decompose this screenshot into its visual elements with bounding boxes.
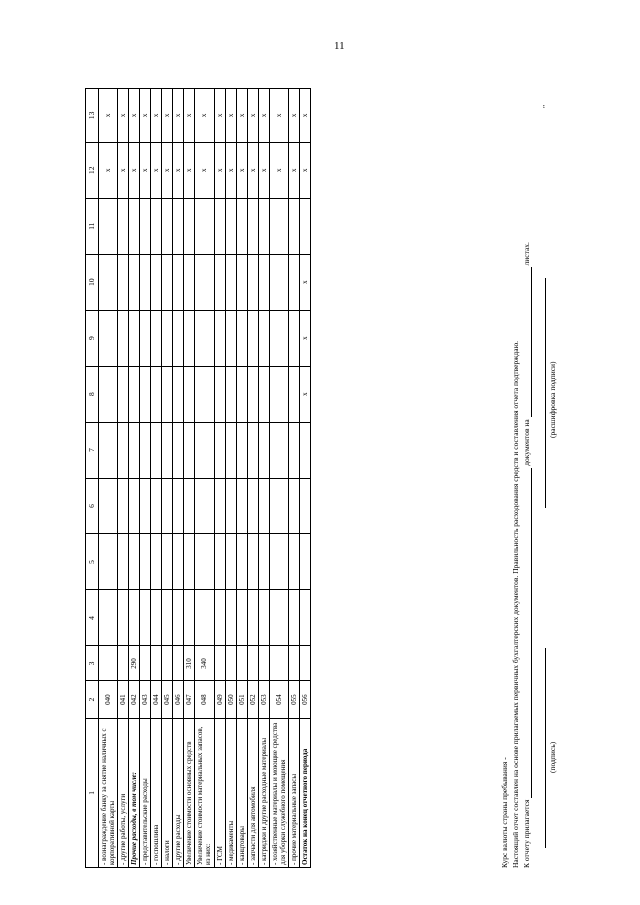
row-col4-cell[interactable] (288, 590, 299, 646)
row-col4-cell[interactable] (162, 590, 173, 646)
closing-quote: " (541, 104, 550, 108)
row-col13-cell: x (299, 89, 310, 143)
row-col10-cell[interactable] (258, 254, 269, 310)
table-row (99, 89, 118, 868)
column-header-11: 11 (86, 198, 99, 254)
row-col7-cell[interactable] (288, 422, 299, 478)
row-col3-cell[interactable] (173, 646, 184, 681)
row-col12-cell: x (299, 142, 310, 198)
row-col10-cell[interactable] (173, 254, 184, 310)
row-col6-cell[interactable] (184, 478, 195, 534)
row-col5-cell[interactable] (236, 534, 247, 590)
row-col4-cell[interactable] (184, 590, 195, 646)
row-col12-cell: x (225, 142, 236, 198)
row-col9-cell[interactable] (184, 310, 195, 366)
decode-line[interactable] (545, 278, 546, 508)
row-col9-cell[interactable] (140, 310, 151, 366)
table-row (236, 89, 247, 868)
row-code-cell: 049 (214, 681, 225, 718)
row-col10-cell[interactable]: x (299, 254, 310, 310)
row-col12-cell: x (140, 142, 151, 198)
row-col11-cell[interactable] (129, 198, 140, 254)
table-row (195, 89, 214, 868)
column-header-1: 1 (86, 718, 99, 867)
signature-line[interactable] (545, 648, 546, 848)
row-col13-cell: x (288, 89, 299, 143)
row-col11-cell[interactable] (140, 198, 151, 254)
confirmation-statement: Настоящий отчет составлен на основе прилагаемых первичных бухгалтерских документов. Правильность расходования средств и составления отчета подтверждаю. (511, 340, 520, 868)
row-col3-cell[interactable] (118, 646, 129, 681)
row-col7-cell[interactable] (247, 422, 258, 478)
row-col11-cell[interactable] (288, 198, 299, 254)
row-code-cell: 056 (299, 681, 310, 718)
row-col10-cell[interactable] (99, 254, 118, 310)
row-col5-cell[interactable] (225, 534, 236, 590)
attachments-line (521, 88, 532, 868)
row-col3-cell[interactable] (225, 646, 236, 681)
row-code-cell: 043 (140, 681, 151, 718)
attachments-suffix: листах. (522, 242, 531, 266)
row-col11-cell[interactable] (214, 198, 225, 254)
row-col13-cell: x (162, 89, 173, 143)
row-col6-cell[interactable] (195, 478, 214, 534)
row-col3-cell[interactable]: 310 (184, 646, 195, 681)
row-col8-cell[interactable]: x (299, 366, 310, 422)
row-col9-cell[interactable] (151, 310, 162, 366)
row-code-cell: 044 (151, 681, 162, 718)
row-col10-cell[interactable] (236, 254, 247, 310)
row-col11-cell[interactable] (99, 198, 118, 254)
table-row (258, 89, 269, 868)
table-row (173, 89, 184, 868)
row-code-cell: 052 (247, 681, 258, 718)
row-col8-cell[interactable] (173, 366, 184, 422)
row-col13-cell: x (140, 89, 151, 143)
row-col8-cell[interactable] (258, 366, 269, 422)
row-col6-cell[interactable] (214, 478, 225, 534)
row-col12-cell: x (184, 142, 195, 198)
expense-report-table (85, 88, 311, 868)
row-name-cell: Остаток на конец отчетного периода (299, 718, 310, 867)
row-col11-cell[interactable] (299, 198, 310, 254)
table-row (214, 89, 225, 868)
row-col3-cell[interactable] (140, 646, 151, 681)
row-code-cell: 042 (129, 681, 140, 718)
table-row (184, 89, 195, 868)
row-col5-cell[interactable] (258, 534, 269, 590)
row-col13-cell: x (99, 89, 118, 143)
row-col10-cell[interactable] (140, 254, 151, 310)
row-col11-cell[interactable] (162, 198, 173, 254)
row-name-cell: Прочие расходы, в том числе: (129, 718, 140, 867)
row-col9-cell[interactable] (214, 310, 225, 366)
row-col11-cell[interactable] (118, 198, 129, 254)
row-name-cell: - другие расходы (173, 718, 184, 867)
row-code-cell: 041 (118, 681, 129, 718)
row-col8-cell[interactable] (140, 366, 151, 422)
table-row (269, 89, 288, 868)
row-col12-cell: x (99, 142, 118, 198)
row-col13-cell: x (214, 89, 225, 143)
row-name-cell: - канцтовары (236, 718, 247, 867)
table-row (299, 89, 310, 868)
row-col3-cell[interactable] (288, 646, 299, 681)
row-col13-cell: x (225, 89, 236, 143)
table-row (118, 89, 129, 868)
column-header-3: 3 (86, 646, 99, 681)
row-col6-cell[interactable] (162, 478, 173, 534)
row-col4-cell[interactable] (299, 590, 310, 646)
row-col7-cell[interactable] (184, 422, 195, 478)
signature-label: (подпись) (548, 741, 557, 773)
row-code-cell: 045 (162, 681, 173, 718)
row-col11-cell[interactable] (195, 198, 214, 254)
row-col4-cell[interactable] (140, 590, 151, 646)
table-row (151, 89, 162, 868)
exchange-rate-line: Курс валюты страны пребывания - (500, 757, 509, 868)
row-code-cell: 048 (195, 681, 214, 718)
row-col4-cell[interactable] (225, 590, 236, 646)
row-col6-cell[interactable] (299, 478, 310, 534)
row-col13-cell: x (269, 89, 288, 143)
row-code-cell: 040 (99, 681, 118, 718)
column-header-2: 2 (86, 681, 99, 718)
row-col9-cell[interactable]: x (299, 310, 310, 366)
row-col8-cell[interactable] (236, 366, 247, 422)
column-header-13: 13 (86, 89, 99, 143)
row-col7-cell[interactable] (162, 422, 173, 478)
row-col8-cell[interactable] (288, 366, 299, 422)
row-name-cell: - ГСМ (214, 718, 225, 867)
row-code-cell: 054 (269, 681, 288, 718)
row-col12-cell: x (214, 142, 225, 198)
row-code-cell: 053 (258, 681, 269, 718)
row-col12-cell: x (269, 142, 288, 198)
row-col6-cell[interactable] (247, 478, 258, 534)
row-col13-cell: x (195, 89, 214, 143)
row-col4-cell[interactable] (258, 590, 269, 646)
row-col7-cell[interactable] (269, 422, 288, 478)
row-col12-cell: x (236, 142, 247, 198)
row-col6-cell[interactable] (236, 478, 247, 534)
row-col10-cell[interactable] (269, 254, 288, 310)
row-col9-cell[interactable] (258, 310, 269, 366)
row-col7-cell[interactable] (214, 422, 225, 478)
row-col7-cell[interactable] (140, 422, 151, 478)
row-name-cell: - вознаграждение банку за снятие наличных с корпоративной карты (99, 718, 118, 867)
row-col5-cell[interactable] (288, 534, 299, 590)
row-code-cell: 051 (236, 681, 247, 718)
row-col7-cell[interactable] (195, 422, 214, 478)
row-col3-cell[interactable] (299, 646, 310, 681)
row-col12-cell: x (258, 142, 269, 198)
row-col10-cell[interactable] (151, 254, 162, 310)
row-name-cell: Увеличение стоимости основных средств (184, 718, 195, 867)
row-col10-cell[interactable] (195, 254, 214, 310)
row-col7-cell[interactable] (173, 422, 184, 478)
row-name-cell: - прочие материальные запасы (288, 718, 299, 867)
row-col8-cell[interactable] (269, 366, 288, 422)
row-col12-cell: x (162, 142, 173, 198)
row-col11-cell[interactable] (225, 198, 236, 254)
row-col6-cell[interactable] (269, 478, 288, 534)
table-header-row (86, 89, 99, 868)
row-col4-cell[interactable] (151, 590, 162, 646)
table-row (225, 89, 236, 868)
row-col11-cell[interactable] (247, 198, 258, 254)
row-col13-cell: x (247, 89, 258, 143)
row-col9-cell[interactable] (247, 310, 258, 366)
row-col5-cell[interactable] (195, 534, 214, 590)
row-col9-cell[interactable] (118, 310, 129, 366)
column-header-8: 8 (86, 366, 99, 422)
row-col5-cell[interactable] (184, 534, 195, 590)
row-col4-cell[interactable] (269, 590, 288, 646)
row-col3-cell[interactable]: 340 (195, 646, 214, 681)
row-col13-cell: x (184, 89, 195, 143)
row-col5-cell[interactable] (151, 534, 162, 590)
row-col3-cell[interactable] (151, 646, 162, 681)
row-name-cell: - катриджи и другие расходные материалы (258, 718, 269, 867)
row-name-cell: Увеличение стоимости материальных запасов, из них: (195, 718, 214, 867)
row-col10-cell[interactable] (214, 254, 225, 310)
row-col12-cell: x (151, 142, 162, 198)
row-col6-cell[interactable] (173, 478, 184, 534)
row-col10-cell[interactable] (184, 254, 195, 310)
row-col6-cell[interactable] (258, 478, 269, 534)
row-col9-cell[interactable] (269, 310, 288, 366)
decode-label: (расшифровка подписи) (548, 361, 557, 438)
sheets-count-blank[interactable] (531, 267, 532, 417)
row-col4-cell[interactable] (173, 590, 184, 646)
row-col8-cell[interactable] (225, 366, 236, 422)
row-col10-cell[interactable] (288, 254, 299, 310)
row-col4-cell[interactable] (236, 590, 247, 646)
column-header-12: 12 (86, 142, 99, 198)
row-name-cell: - запчасти для автомобиля (247, 718, 258, 867)
column-header-7: 7 (86, 422, 99, 478)
row-col8-cell[interactable] (195, 366, 214, 422)
row-code-cell: 047 (184, 681, 195, 718)
row-col8-cell[interactable] (214, 366, 225, 422)
column-header-10: 10 (86, 254, 99, 310)
row-col5-cell[interactable] (118, 534, 129, 590)
table-row (140, 89, 151, 868)
row-col9-cell[interactable] (162, 310, 173, 366)
row-col8-cell[interactable] (118, 366, 129, 422)
row-col4-cell[interactable] (195, 590, 214, 646)
row-col8-cell[interactable] (99, 366, 118, 422)
row-col7-cell[interactable] (258, 422, 269, 478)
row-col7-cell[interactable] (225, 422, 236, 478)
row-col12-cell: x (247, 142, 258, 198)
row-col12-cell: x (118, 142, 129, 198)
row-col3-cell[interactable] (247, 646, 258, 681)
row-col10-cell[interactable] (129, 254, 140, 310)
row-col6-cell[interactable] (151, 478, 162, 534)
row-col8-cell[interactable] (151, 366, 162, 422)
row-col5-cell[interactable] (214, 534, 225, 590)
attachments-count-blank[interactable] (531, 468, 532, 798)
column-header-6: 6 (86, 478, 99, 534)
row-col3-cell[interactable] (236, 646, 247, 681)
row-col13-cell: x (236, 89, 247, 143)
row-col7-cell[interactable] (129, 422, 140, 478)
row-col6-cell[interactable] (99, 478, 118, 534)
row-col4-cell[interactable] (118, 590, 129, 646)
row-col8-cell[interactable] (247, 366, 258, 422)
row-code-cell: 055 (288, 681, 299, 718)
row-col4-cell[interactable] (129, 590, 140, 646)
row-col9-cell[interactable] (99, 310, 118, 366)
row-col3-cell[interactable] (99, 646, 118, 681)
row-col3-cell[interactable]: 290 (129, 646, 140, 681)
row-col5-cell[interactable] (173, 534, 184, 590)
row-col11-cell[interactable] (269, 198, 288, 254)
table-body (99, 89, 311, 868)
column-header-5: 5 (86, 534, 99, 590)
row-col5-cell[interactable] (269, 534, 288, 590)
row-col11-cell[interactable] (173, 198, 184, 254)
row-col10-cell[interactable] (162, 254, 173, 310)
row-col12-cell: x (195, 142, 214, 198)
row-col10-cell[interactable] (247, 254, 258, 310)
row-col3-cell[interactable] (269, 646, 288, 681)
row-col7-cell[interactable] (236, 422, 247, 478)
row-col11-cell[interactable] (184, 198, 195, 254)
attachments-prefix: К отчету прилагается (522, 799, 531, 868)
row-col9-cell[interactable] (195, 310, 214, 366)
page-number: 11 (334, 40, 345, 52)
row-col13-cell: x (129, 89, 140, 143)
row-col5-cell[interactable] (299, 534, 310, 590)
row-col8-cell[interactable] (162, 366, 173, 422)
row-col6-cell[interactable] (118, 478, 129, 534)
rotated-report-page (85, 88, 557, 868)
row-col11-cell[interactable] (151, 198, 162, 254)
row-col11-cell[interactable] (258, 198, 269, 254)
row-col5-cell[interactable] (247, 534, 258, 590)
row-col13-cell: x (151, 89, 162, 143)
row-col9-cell[interactable] (173, 310, 184, 366)
row-name-cell: - госпошлина (151, 718, 162, 867)
row-col11-cell[interactable] (236, 198, 247, 254)
row-col3-cell[interactable] (162, 646, 173, 681)
row-col6-cell[interactable] (288, 478, 299, 534)
row-col8-cell[interactable] (129, 366, 140, 422)
row-col6-cell[interactable] (129, 478, 140, 534)
row-col13-cell: x (118, 89, 129, 143)
row-name-cell: - представительские расходы (140, 718, 151, 867)
row-col9-cell[interactable] (129, 310, 140, 366)
row-col12-cell: x (129, 142, 140, 198)
row-col9-cell[interactable] (225, 310, 236, 366)
row-col12-cell: x (173, 142, 184, 198)
table-row (162, 89, 173, 868)
row-code-cell: 050 (225, 681, 236, 718)
row-col10-cell[interactable] (118, 254, 129, 310)
row-col13-cell: x (258, 89, 269, 143)
row-col5-cell[interactable] (129, 534, 140, 590)
row-col7-cell[interactable] (99, 422, 118, 478)
row-col6-cell[interactable] (140, 478, 151, 534)
column-header-4: 4 (86, 590, 99, 646)
row-col4-cell[interactable] (214, 590, 225, 646)
row-col4-cell[interactable] (247, 590, 258, 646)
row-name-cell: - медикаменты (225, 718, 236, 867)
row-code-cell: 046 (173, 681, 184, 718)
row-col7-cell[interactable] (151, 422, 162, 478)
table-row (129, 89, 140, 868)
row-col10-cell[interactable] (225, 254, 236, 310)
row-col4-cell[interactable] (99, 590, 118, 646)
table-row (247, 89, 258, 868)
row-col6-cell[interactable] (225, 478, 236, 534)
report-footer (499, 88, 532, 868)
row-col9-cell[interactable] (236, 310, 247, 366)
row-name-cell: - налоги (162, 718, 173, 867)
table-row (288, 89, 299, 868)
column-header-9: 9 (86, 310, 99, 366)
row-col8-cell[interactable] (184, 366, 195, 422)
row-col5-cell[interactable] (99, 534, 118, 590)
row-col3-cell[interactable] (258, 646, 269, 681)
row-col5-cell[interactable] (162, 534, 173, 590)
row-name-cell: - другие работы, услуги (118, 718, 129, 867)
row-col12-cell: x (288, 142, 299, 198)
row-col13-cell: x (173, 89, 184, 143)
row-col7-cell[interactable] (118, 422, 129, 478)
row-col3-cell[interactable] (214, 646, 225, 681)
row-col9-cell[interactable] (288, 310, 299, 366)
attachments-mid: документов на (522, 419, 531, 466)
row-name-cell: - хозяйственные материалы и моющие средства для уборки служебного помещения (269, 718, 288, 867)
row-col7-cell[interactable] (299, 422, 310, 478)
row-col5-cell[interactable] (140, 534, 151, 590)
